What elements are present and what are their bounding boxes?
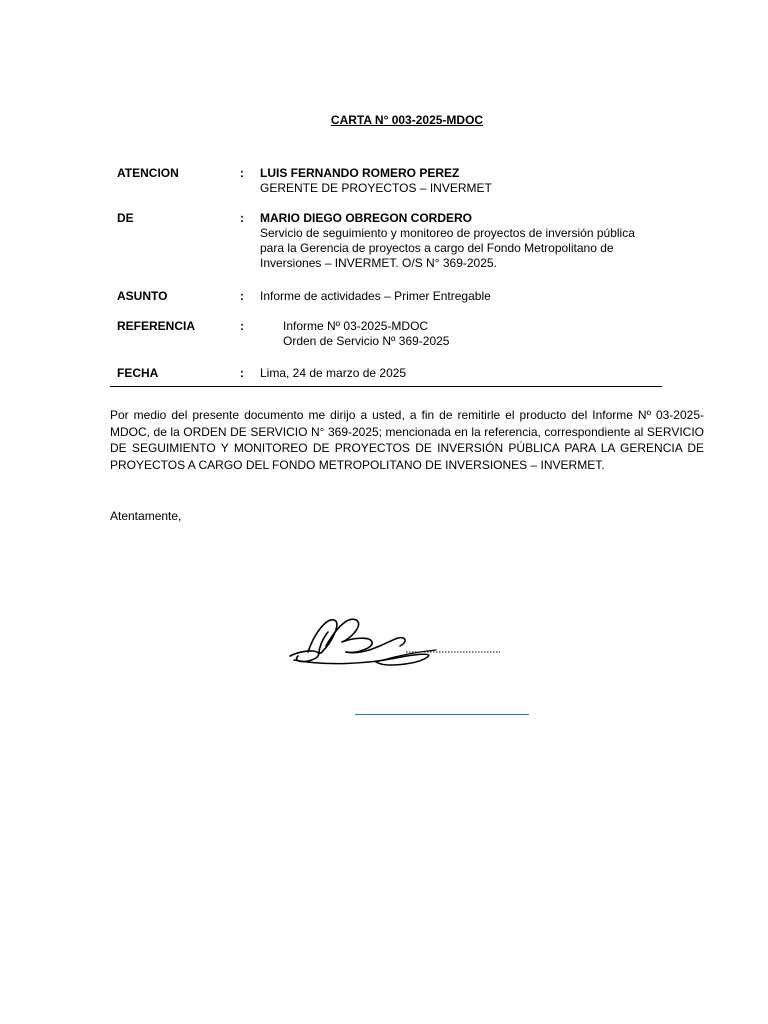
body-paragraph: Por medio del presente documento me dirijo a usted, a fin de remitirle el producto del Informe Nº 03-2025-MDOC, de la ORDEN DE SERVICIO N° 369-2025; mencionada en la referencia, correspondiente al SERVICIO DE SEGUIMIENTO Y MONITOREO DE PROYECTOS DE INVERSIÓN PÚBLICA PARA LA GERENCIA DE PROYECTOS A CARGO DEL FONDO METROPOLITANO DE INVERSIONES – INVERMET. xyxy=(110,408,704,472)
de-value xyxy=(260,211,655,271)
referencia-label: REFERENCIA xyxy=(117,319,196,333)
de-label: DE xyxy=(117,211,134,225)
letter-title: CARTA N° 003-2025-MDOC xyxy=(330,113,484,127)
fecha-value: Lima, 24 de marzo de 2025 xyxy=(260,366,407,380)
asunto-value: Informe de actividades – Primer Entregable xyxy=(260,289,491,303)
fecha-colon: : xyxy=(240,366,244,380)
atencion-label: ATENCION xyxy=(117,166,179,180)
atencion-value xyxy=(260,166,655,196)
referencia-item-informe: Informe Nº 03-2025-MDOC xyxy=(283,319,429,333)
de-name: MARIO DIEGO OBREGON CORDERO xyxy=(260,211,473,225)
atencion-colon: : xyxy=(240,166,244,180)
closing-text: Atentamente, xyxy=(110,509,182,523)
referencia-colon: : xyxy=(240,319,244,333)
fecha-label: FECHA xyxy=(117,366,159,380)
atencion-position: GERENTE DE PROYECTOS – INVERMET xyxy=(260,181,492,195)
signature-line xyxy=(355,714,529,715)
asunto-label: ASUNTO xyxy=(117,289,168,303)
referencia-item-orden: Orden de Servicio Nº 369-2025 xyxy=(283,334,450,348)
de-colon: : xyxy=(240,211,244,225)
signature-image xyxy=(286,612,506,672)
header-divider xyxy=(110,386,662,387)
referencia-value xyxy=(260,319,655,349)
asunto-colon: : xyxy=(240,289,244,303)
de-description: Servicio de seguimiento y monitoreo de proyectos de inversión pública para la Gerencia de proyectos a cargo del Fondo Metropolitano de Inversiones – INVERMET. O/S N° 369-2025. xyxy=(260,226,635,270)
atencion-name: LUIS FERNANDO ROMERO PEREZ xyxy=(260,166,460,180)
